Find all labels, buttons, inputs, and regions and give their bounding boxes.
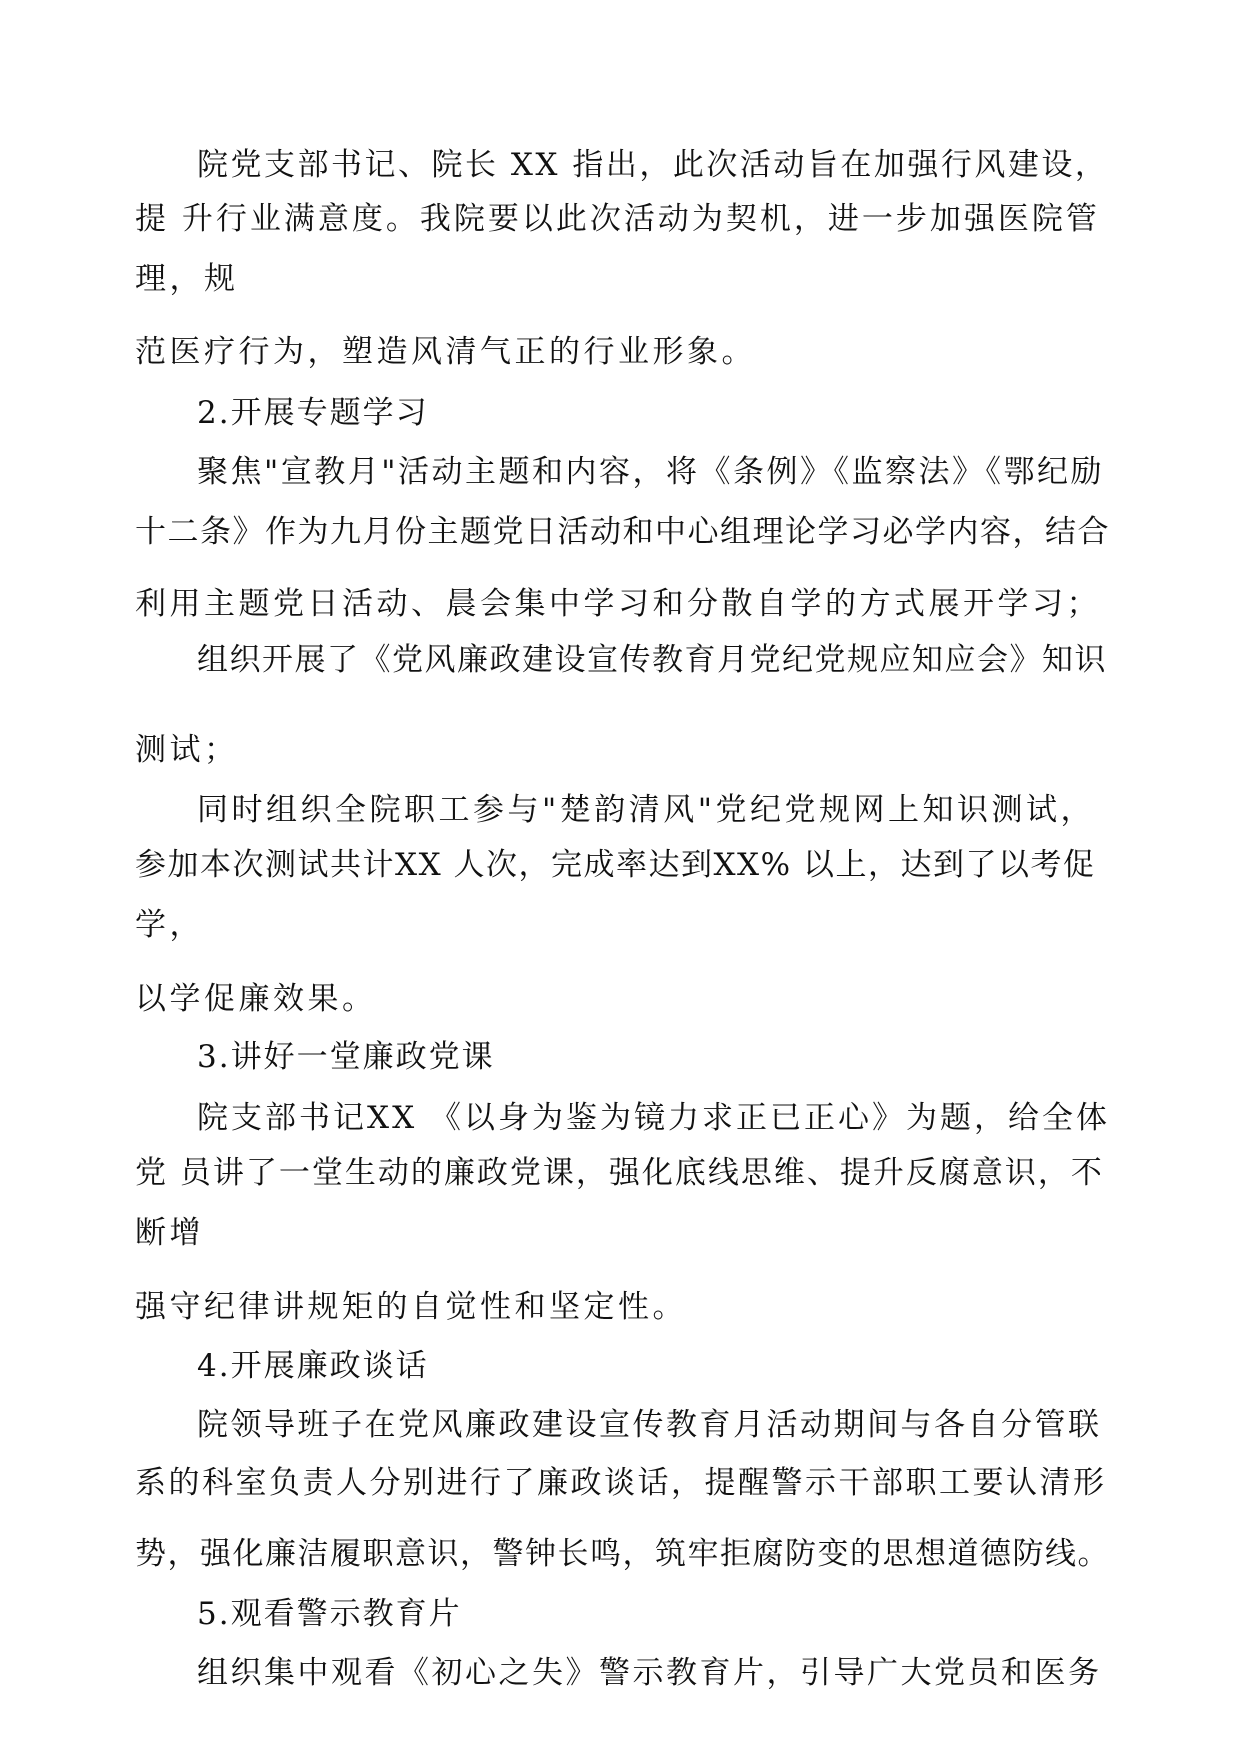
paragraph-line: 组织集中观看《初心之失》警示教育片，引导广大党员和医务: [197, 1655, 1102, 1691]
paragraph-line: 同时组织全院职工参与"楚韵清风"党纪党规网上知识测试，: [197, 792, 1096, 828]
section-heading: 3.讲好一堂廉政党课: [197, 1039, 495, 1075]
paragraph-line: 提 升行业满意度。我院要以此次活动为契机，进一步加强医院管: [135, 201, 1100, 237]
paragraph-line: 聚焦"宣教月"活动主题和内容，将《条例》《监察法》《鄂纪励: [197, 454, 1105, 490]
paragraph-line: 院领导班子在党风廉政建设宣传教育月活动期间与各自分管联: [197, 1407, 1102, 1443]
paragraph-line: 以学促廉效果。: [135, 981, 377, 1017]
paragraph-line: 利用主题党日活动、晨会集中学习和分散自学的方式展开学习；: [135, 586, 1101, 622]
paragraph-line: 学，: [135, 907, 204, 943]
paragraph-line: 组织开展了《党风廉政建设宣传教育月党纪党规应知应会》知识: [197, 642, 1107, 678]
paragraph-line: 理，规: [135, 261, 239, 297]
paragraph-line: 院党支部书记、院长 XX 指出，此次活动旨在加强行风建设，: [197, 147, 1109, 183]
paragraph-line: 强守纪律讲规矩的自觉性和坚定性。: [135, 1289, 687, 1325]
paragraph-line: 参加本次测试共计XX 人次，完成率达到XX% 以上，达到了以考促: [135, 847, 1096, 883]
section-heading: 4.开展廉政谈话: [197, 1348, 429, 1384]
section-heading: 2.开展专题学习: [197, 395, 429, 431]
paragraph-line: 断增: [135, 1215, 204, 1251]
paragraph-line: 范医疗行为，塑造风清气正的行业形象。: [135, 334, 756, 370]
section-heading: 5.观看警示教育片: [197, 1596, 462, 1632]
paragraph-line: 党 员讲了一堂生动的廉政党课，强化底线思维、提升反腐意识，不: [135, 1155, 1104, 1191]
paragraph-line: 院支部书记XX 《以身为鉴为镜力求正已正心》为题，给全体: [197, 1100, 1110, 1136]
paragraph-line: 十二条》作为九月份主题党日活动和中心组理论学习必学内容，结合: [135, 514, 1110, 550]
paragraph-line: 势，强化廉洁履职意识，警钟长鸣，筑牢拒腐防变的思想道德防线。: [135, 1536, 1110, 1572]
paragraph-line: 测试；: [135, 732, 239, 768]
paragraph-line: 系的科室负责人分别进行了廉政谈话，提醒警示干部职工要认清形: [135, 1465, 1107, 1501]
